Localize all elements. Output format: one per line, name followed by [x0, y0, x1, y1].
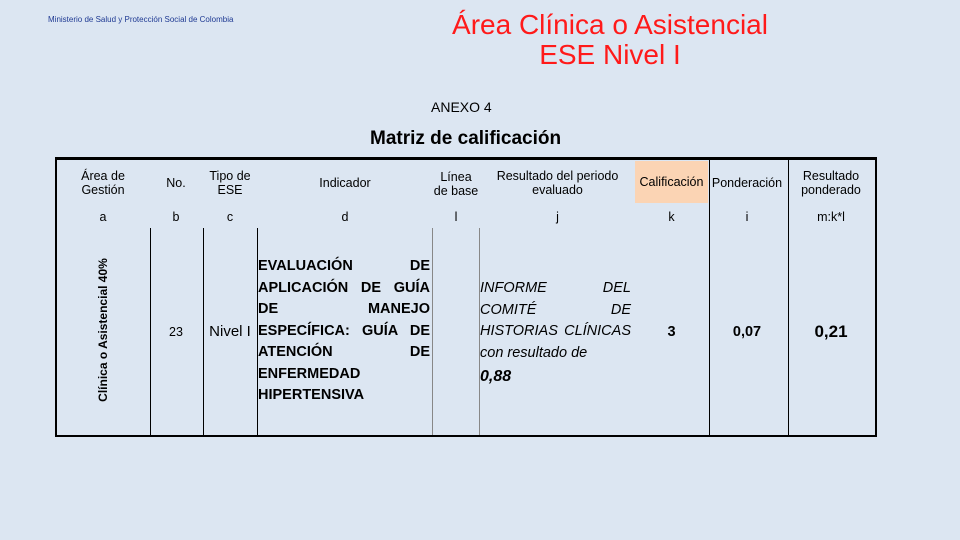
header-calificacion: Calificación: [635, 161, 708, 203]
area-cell: [55, 225, 150, 435]
area-label: Clínica o Asistencial 40%: [95, 258, 110, 402]
header-area: Área de Gestión: [81, 169, 125, 197]
slide-title-line2: ESE Nivel I: [539, 39, 681, 70]
code-calificacion: k: [668, 210, 675, 224]
code-linea: l: [454, 210, 458, 224]
code-resultado-ponderado: m:k*l: [817, 210, 845, 224]
code-area: a: [99, 210, 107, 224]
header-resultado-ponderado: Resultado ponderado: [801, 169, 861, 197]
row-tipo: Nivel I: [209, 323, 251, 340]
row-resultado: [480, 278, 631, 388]
row-indicador: EVALUACIÓN DE APLICACIÓN DE GUÍA DE MANEJO ESPECÍFICA: GUÍA DE ATENCIÓN DE ENFERMEDAD HIPERTENSIVA: [258, 258, 430, 403]
code-tipo: c: [226, 210, 234, 224]
slide-title-line1: Área Clínica o Asistencial: [452, 9, 768, 40]
row-resultado-text: INFORME DEL COMITÉ DE HISTORIAS CLÍNICAS con resultado de: [480, 280, 631, 361]
code-resultado: j: [556, 210, 559, 224]
matrix-title: Matriz de calificación: [370, 128, 562, 149]
row-resultado-ponderado: 0,21: [814, 322, 848, 341]
header-ponderacion: Ponderación: [711, 176, 783, 190]
ministry-label: Ministerio de Salud y Protección Social de Colombia: [48, 15, 234, 24]
slide-title: [410, 10, 810, 70]
header-no: No.: [166, 176, 186, 190]
annex-label: ANEXO 4: [431, 99, 492, 115]
code-no: b: [172, 210, 180, 224]
header-tipo: Tipo de ESE: [209, 169, 251, 197]
row-ponderacion: 0,07: [732, 324, 762, 340]
row-no: 23: [169, 325, 183, 339]
code-ponderacion: i: [745, 210, 749, 224]
header-resultado: Resultado del periodo evaluado: [496, 169, 619, 197]
header-indicador: Indicador: [319, 176, 371, 190]
row-calificacion: 3: [667, 324, 676, 340]
row-linea: [432, 318, 480, 346]
code-indicador: d: [341, 210, 349, 224]
header-linea: Línea de base: [433, 170, 479, 198]
row-resultado-value: 0,88: [480, 368, 512, 385]
